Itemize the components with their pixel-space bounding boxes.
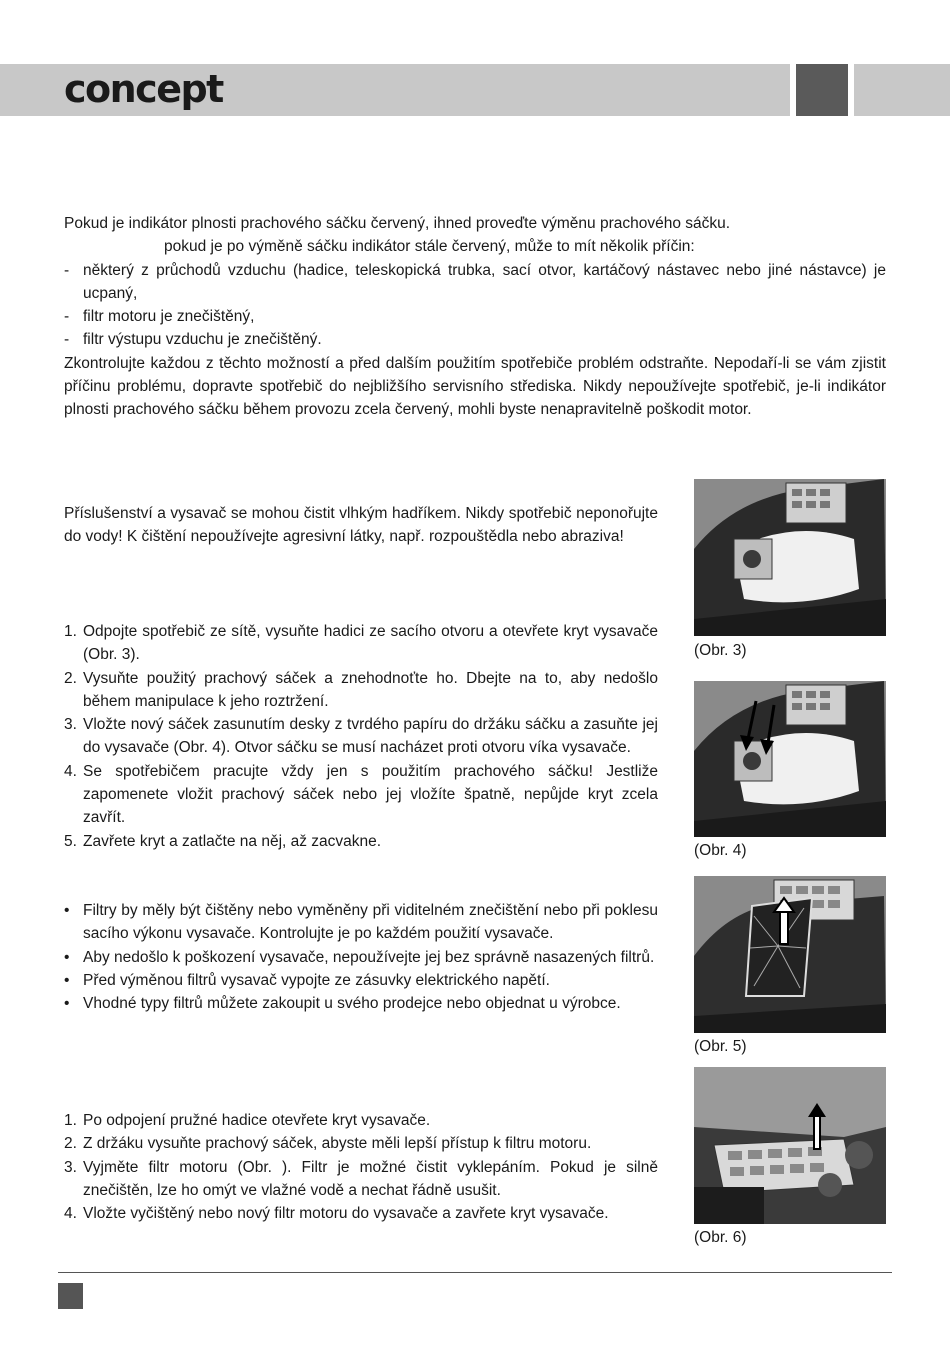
cause-item: - filtr motoru je znečištěný,: [64, 308, 255, 326]
step-item: 2. Vysuňte použitý prachový sáček a znehodnoťte ho. Dbejte na to, aby nedošlo během manipulace k jeho roztržení.: [64, 669, 658, 710]
brand-logo: concept: [64, 67, 223, 111]
header-page-block: [796, 64, 848, 116]
bag-steps: [64, 620, 658, 853]
figure-caption: (Obr. 3): [694, 642, 747, 659]
vacuum-motor-filter-photo: [694, 1067, 886, 1224]
step-item: 1. Po odpojení pružné hadice otevřete kryt vysavače.: [64, 1112, 431, 1129]
step-item: 4. Vložte vyčištěný nebo nový filtr motoru do vysavače a zavřete kryt vysavače.: [64, 1205, 609, 1223]
header-divider-right: [848, 64, 854, 116]
figure-caption: (Obr. 6): [694, 1229, 747, 1246]
indicator-causes-intro: pokud je po výměně sáčku indikátor stále červený, může to mít několik příčin:: [164, 238, 695, 256]
footer-rule: [58, 1272, 892, 1273]
vacuum-open-bag-photo: [694, 479, 886, 636]
note-item: • Aby nedošlo k poškození vysavače, nepoužívejte jej bez správně nasazených filtrů.: [64, 948, 655, 966]
step-item: 5. Zavřete kryt a zatlačte na něj, až zacvakne.: [64, 832, 382, 850]
indicator-closing: Zkontrolujte každou z těchto možností a před dalším použitím spotřebiče problém odstraňte. Nepodaří-li se vám zjistit příčinu problému, dopravte spotřebič do nejbližšího servisního střediska. Nikdy nepoužívejte spotřebič, je-li indikátor plnosti prachového sáčku během provozu zcela červený, mohli byste nenapravitelně poškodit motor.: [64, 354, 886, 419]
note-item: • Před výměnou filtrů vysavač vypojte ze zásuvky elektrického napětí.: [64, 971, 550, 989]
step-item: 1. Odpojte spotřebič ze sítě, vysuňte hadici ze sacího otvoru a otevřete kryt vysavače (Obr. 3).: [64, 623, 658, 664]
vacuum-insert-bag-photo: [694, 681, 886, 837]
note-item: • Vhodné typy filtrů můžete zakoupit u svého prodejce nebo objednat u výrobce.: [64, 995, 621, 1013]
step-item: 3. Vložte nový sáček zasunutím desky z tvrdého papíru do držáku sáčku a zasuňte jej do vysavače (Obr. 4). Otvor sáčku se musí nacházet proti otvoru víka vysavače.: [64, 716, 658, 757]
vacuum-filter-frame-photo: [694, 876, 886, 1033]
cleaning-text: Příslušenství a vysavač se mohou čistit vlhkým hadříkem. Nikdy spotřebič neponořujte do vody! K čištění nepoužívejte agresivní látky, např. rozpouštědla nebo abraziva!: [64, 505, 658, 546]
filter-notes: [64, 899, 658, 1015]
cause-item: - některý z průchodů vzduchu (hadice, teleskopická trubka, sací otvor, kartáčový nástavec nebo jiné nástavce) je ucpaný,: [64, 261, 886, 302]
cause-item: - filtr výstupu vzduchu je znečištěný.: [64, 331, 322, 349]
figure-caption: (Obr. 4): [694, 842, 747, 859]
footer-page-block: [58, 1283, 83, 1309]
indicator-section: [64, 212, 886, 422]
step-item: 3. Vyjměte filtr motoru (Obr. ). Filtr je možné čistit vyklepáním. Pokud je silně znečištěn, lze ho omýt ve vlažné vodě a nechat řádně usušit.: [64, 1158, 658, 1199]
motor-filter-steps: [64, 1109, 658, 1225]
step-item: 2. Z držáku vysuňte prachový sáček, abyste měli lepší přístup k filtru motoru.: [64, 1135, 592, 1153]
note-item: • Filtry by měly být čištěny nebo vyměněny při viditelném znečištění nebo při poklesu sacího výkonu vysavače. Kontrolujte je po každém použití vysavače.: [64, 902, 658, 943]
step-item: 4. Se spotřebičem pracujte vždy jen s použitím prachového sáčku! Jestliže zapomenete vložit prachový sáček nebo jej vložíte špatně, nepůjde kryt zcela zavřít.: [64, 762, 658, 827]
figure-caption: (Obr. 5): [694, 1038, 747, 1055]
indicator-intro: Pokud je indikátor plnosti prachového sáčku červený, ihned proveďte výměnu prachového sáčku.: [64, 215, 731, 232]
